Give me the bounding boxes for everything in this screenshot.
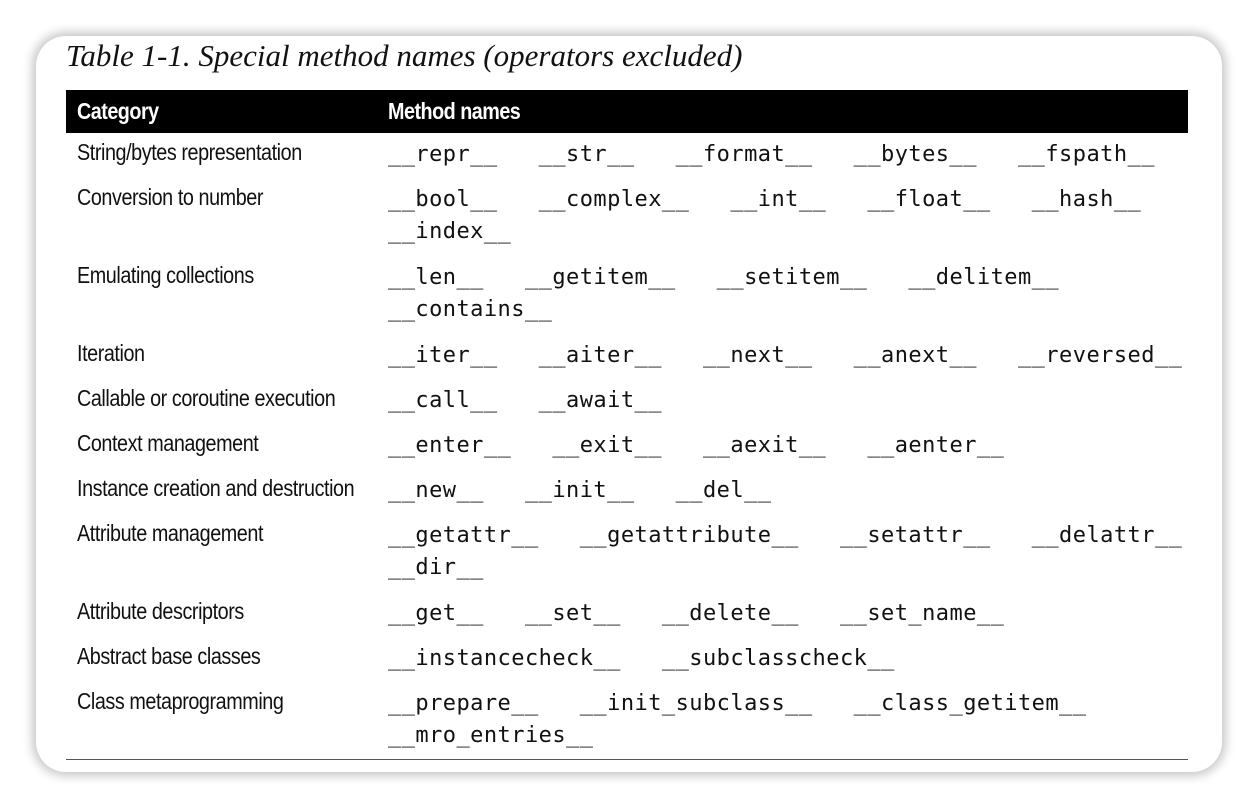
row-methods: __iter__ __aiter__ __next__ __anext__ __reversed__ [388, 343, 1183, 368]
row-category: Attribute descriptors [77, 598, 244, 624]
header-category: Category [77, 98, 159, 124]
table-bottom-rule [66, 759, 1188, 760]
table-header [66, 90, 1188, 133]
row-methods: __call__ __await__ [388, 388, 662, 413]
row-methods: __repr__ __str__ __format__ __bytes__ __fspath__ [388, 142, 1155, 167]
row-methods: __prepare__ __init_subclass__ __class_getitem__ __mro_entries__ [388, 691, 1087, 748]
header-method-names: Method names [388, 98, 521, 124]
row-category: Emulating collections [77, 262, 254, 288]
row-methods: __new__ __init__ __del__ [388, 478, 772, 503]
row-category: Context management [77, 430, 259, 456]
row-methods: __getattr__ __getattribute__ __setattr__ __delattr__ __dir__ [388, 523, 1183, 580]
row-category: Instance creation and destruction [77, 475, 355, 501]
row-category: Attribute management [77, 520, 264, 546]
table-caption: Table 1-1. Special method names (operators excluded) [66, 38, 743, 73]
row-category: Iteration [77, 340, 145, 366]
row-methods: __enter__ __exit__ __aexit__ __aenter__ [388, 433, 1005, 458]
row-methods: __instancecheck__ __subclasscheck__ [388, 646, 895, 671]
row-category: Abstract base classes [77, 643, 261, 669]
row-category: Conversion to number [77, 184, 264, 210]
row-category: Callable or coroutine execution [77, 385, 336, 411]
row-methods: __bool__ __complex__ __int__ __float__ __hash__ __index__ [388, 187, 1142, 244]
row-category: String/bytes representation [77, 139, 302, 165]
row-methods: __get__ __set__ __delete__ __set_name__ [388, 601, 1005, 626]
row-category: Class metaprogramming [77, 688, 284, 714]
row-methods: __len__ __getitem__ __setitem__ __delitem__ __contains__ [388, 265, 1060, 322]
